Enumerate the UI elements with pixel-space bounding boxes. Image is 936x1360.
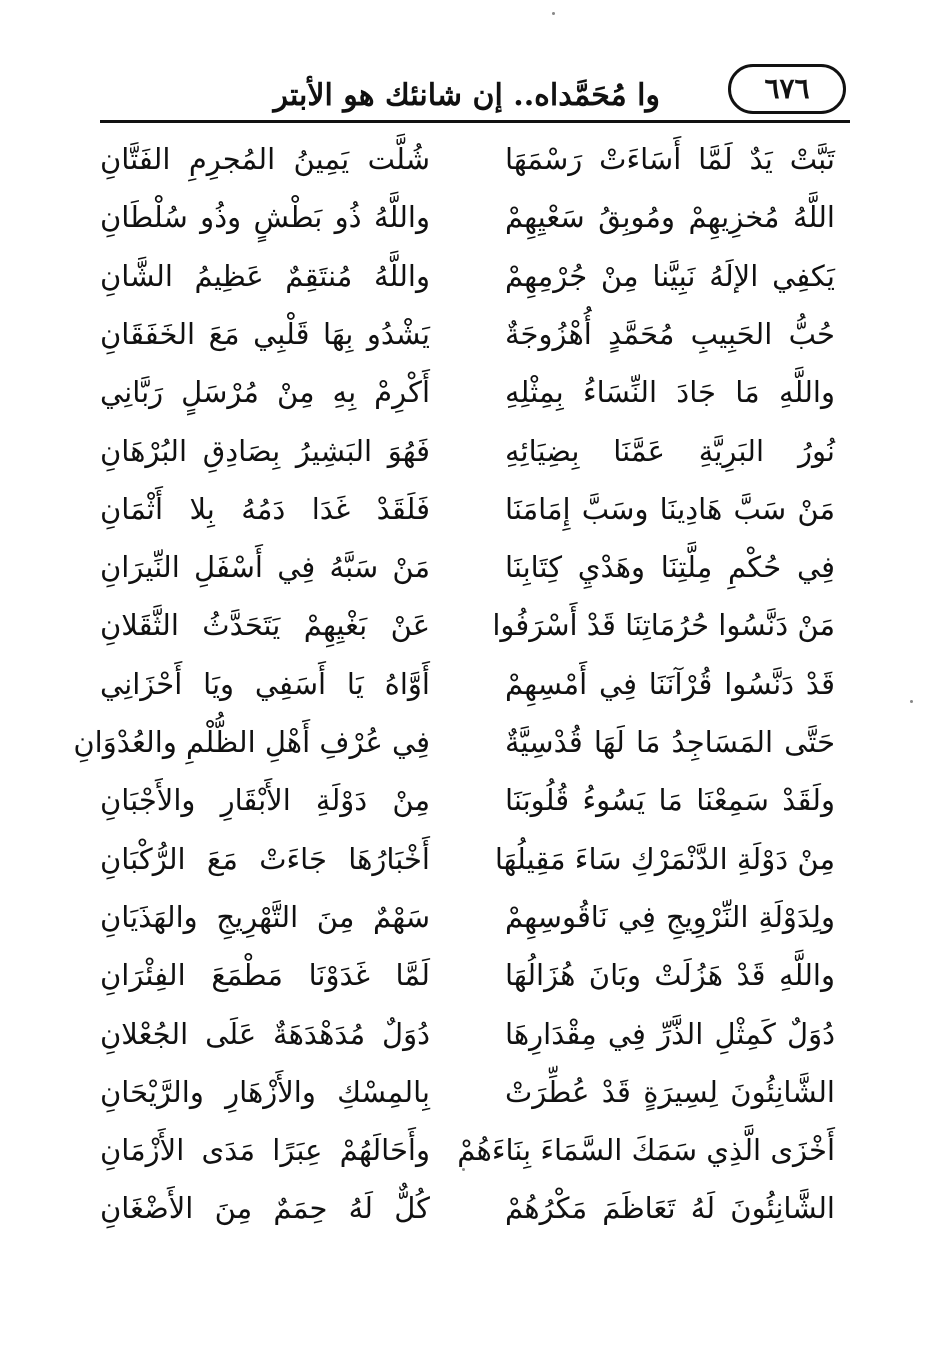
verse-first-hemistich: الشَّانِئُونَ لِسِيرَةٍ قَدْ عُطِّرَتْ xyxy=(505,1075,835,1109)
verse-line xyxy=(100,480,850,538)
verse-second-hemistich: لَمَّا غَدَوْنَا مَطْمَعَ الفِئْرَانِ xyxy=(100,958,430,992)
verse-first-hemistich: مِنْ دَوْلَةِ الدَّنْمَرْكِ سَاءَ مَقِيلُهَا xyxy=(494,842,835,876)
running-title: وا مُحَمَّداه.. إن شانئك هو الأبتر xyxy=(273,78,660,113)
verse-second-hemistich: وأَحَالَهُمْ عِبَرًا مَدَى الأَزْمَانِ xyxy=(100,1133,430,1167)
verse-first-hemistich: الشَّانِئُونَ لَهُ تَعَاظَمَ مَكْرُهُمْ xyxy=(505,1191,835,1225)
verse-line xyxy=(100,655,850,713)
verse-line xyxy=(100,888,850,946)
verse-line xyxy=(100,1063,850,1121)
verse-first-hemistich: فِي حُكْمِ مِلَّتِنَا وهَدْيِ كِتَابِنَا xyxy=(505,550,835,584)
verse-second-hemistich: أَخْبَارُهَا جَاءَتْ مَعَ الرُّكْبَانِ xyxy=(100,842,430,876)
verse-second-hemistich: كُلٌّ لَهُ حِمَمٌ مِنَ الأَضْغَانِ xyxy=(100,1191,430,1225)
verse-line xyxy=(100,188,850,246)
verse-first-hemistich: مَنْ سَبَّ هَادِينَا وسَبَّ إِمَامَنَا xyxy=(505,492,835,526)
verse-first-hemistich: حُبُّ الحَبِيبِ مُحَمَّدٍ أُهْزُوجَةٌ xyxy=(505,317,835,351)
verse-second-hemistich: عَنْ بَغْيِهِمْ يَتَحَدَّثُ الثَّقَلانِ xyxy=(100,608,430,642)
verse-first-hemistich: دُوَلٌ كَمِثْلِ الذَّرِّ فِي مِقْدَارِهَا xyxy=(505,1017,835,1051)
verse-first-hemistich: ولَقَدْ سَمِعْنَا مَا يَسُوءُ قُلُوبَنَا xyxy=(505,783,835,817)
verse-first-hemistich: يَكفِي الإلَهُ نَبِيَّنا مِنْ جُرْمِهِمْ xyxy=(505,259,835,293)
verse-line xyxy=(100,771,850,829)
verse-line xyxy=(100,363,850,421)
verse-second-hemistich: واللَّهُ ذُو بَطْشٍ وذُو سُلْطَانِ xyxy=(100,200,430,234)
verse-line xyxy=(100,830,850,888)
verse-second-hemistich: بِالمِسْكِ والأَزْهَارِ والرَّيْحَانِ xyxy=(100,1075,430,1109)
scan-speck xyxy=(462,1168,465,1171)
verse-line xyxy=(100,946,850,1004)
verse-first-hemistich: ولِدَوْلَةِ النِّرْوِيجِ فِي نَاقُوسِهِمْ xyxy=(505,900,835,934)
verse-line xyxy=(100,1179,850,1237)
verse-second-hemistich: مَنْ سَبَّهُ فِي أَسْفَلِ النِّيرَانِ xyxy=(100,550,430,584)
verse-first-hemistich: حَتَّى المَسَاجِدُ مَا لَهَا قُدْسِيَّةٌ xyxy=(505,725,835,759)
verse-second-hemistich: واللَّهُ مُنتَقِمٌ عَظِيمُ الشَّانِ xyxy=(100,259,430,293)
verse-line xyxy=(100,247,850,305)
verse-line xyxy=(100,305,850,363)
verse-first-hemistich: واللَّهِ مَا جَادَ النِّسَاءُ بِمِثْلِهِ xyxy=(505,375,835,409)
verse-first-hemistich: تَبَّتْ يَدٌ لَمَّا أَسَاءَتْ رَسْمَهَا xyxy=(505,142,835,176)
verse-line xyxy=(100,130,850,188)
page-number: ٦٧٦ xyxy=(728,64,846,114)
verse-second-hemistich: يَشْدُو بِهَا قَلْبِي مَعَ الخَفَقَانِ xyxy=(100,317,430,351)
verse-second-hemistich: أَكْرِمْ بِهِ مِنْ مُرْسَلٍ رَبَّانِي xyxy=(100,375,430,409)
verse-second-hemistich: سَهْمٌ مِنَ التَّهْرِيجِ والهَذَيَانِ xyxy=(100,900,430,934)
verse-second-hemistich: مِنْ دَوْلَةِ الأَبْقَارِ والأَجْبَانِ xyxy=(100,783,430,817)
header-rule xyxy=(100,120,850,123)
verse-first-hemistich: قَدْ دَنَّسُوا قُرْآنَنَا فِي أَمْسِهِمْ xyxy=(505,667,835,701)
verse-second-hemistich: فِي عُرْفِ أَهْلِ الظُّلْمِ والعُدْوَانِ xyxy=(73,725,430,759)
verse-first-hemistich: واللَّهِ قَدْ هَزُلَتْ وبَانَ هُزَالُهَا xyxy=(505,958,835,992)
verse-first-hemistich: اللَّهُ مُخزِيهِمْ ومُوبِقُ سَعْيِهِمْ xyxy=(505,200,835,234)
verse-second-hemistich: شُلَّت يَمِينُ المُجرِمِ الفَتَّانِ xyxy=(100,142,430,176)
verse-line xyxy=(100,1121,850,1179)
verse-first-hemistich: أَخْزَى الَّذِي سَمَكَ السَّمَاءَ بِنَاءَهُمْ xyxy=(457,1133,835,1167)
verse-line xyxy=(73,713,850,771)
verse-first-hemistich: مَنْ دَنَّسُوا حُرُمَاتِنَا قَدْ أَسْرَفُوا xyxy=(492,608,835,642)
poem-body xyxy=(73,130,850,1250)
verse-line xyxy=(100,596,850,654)
verse-line xyxy=(100,422,850,480)
verse-line xyxy=(100,1005,850,1063)
scan-speck xyxy=(910,700,913,703)
verse-first-hemistich: نُورُ البَرِيَّةِ عَمَّنَا بِضِيَائِهِ xyxy=(505,434,835,468)
verse-line xyxy=(100,538,850,596)
verse-second-hemistich: فَلَقَدْ غَدَا دَمُهُ بِلا أَثْمَانِ xyxy=(100,492,430,526)
verse-second-hemistich: دُوَلٌ مُدَهْدَهَةٌ عَلَى الجُعْلانِ xyxy=(100,1017,430,1051)
verse-second-hemistich: فَهُوَ البَشِيرُ بِصَادِقِ البُرْهَانِ xyxy=(100,434,430,468)
page-header xyxy=(100,60,850,126)
verse-second-hemistich: أَوَّاهُ يَا أَسَفِي ويَا أَحْزَانِي xyxy=(100,667,430,701)
scan-speck xyxy=(552,12,555,15)
